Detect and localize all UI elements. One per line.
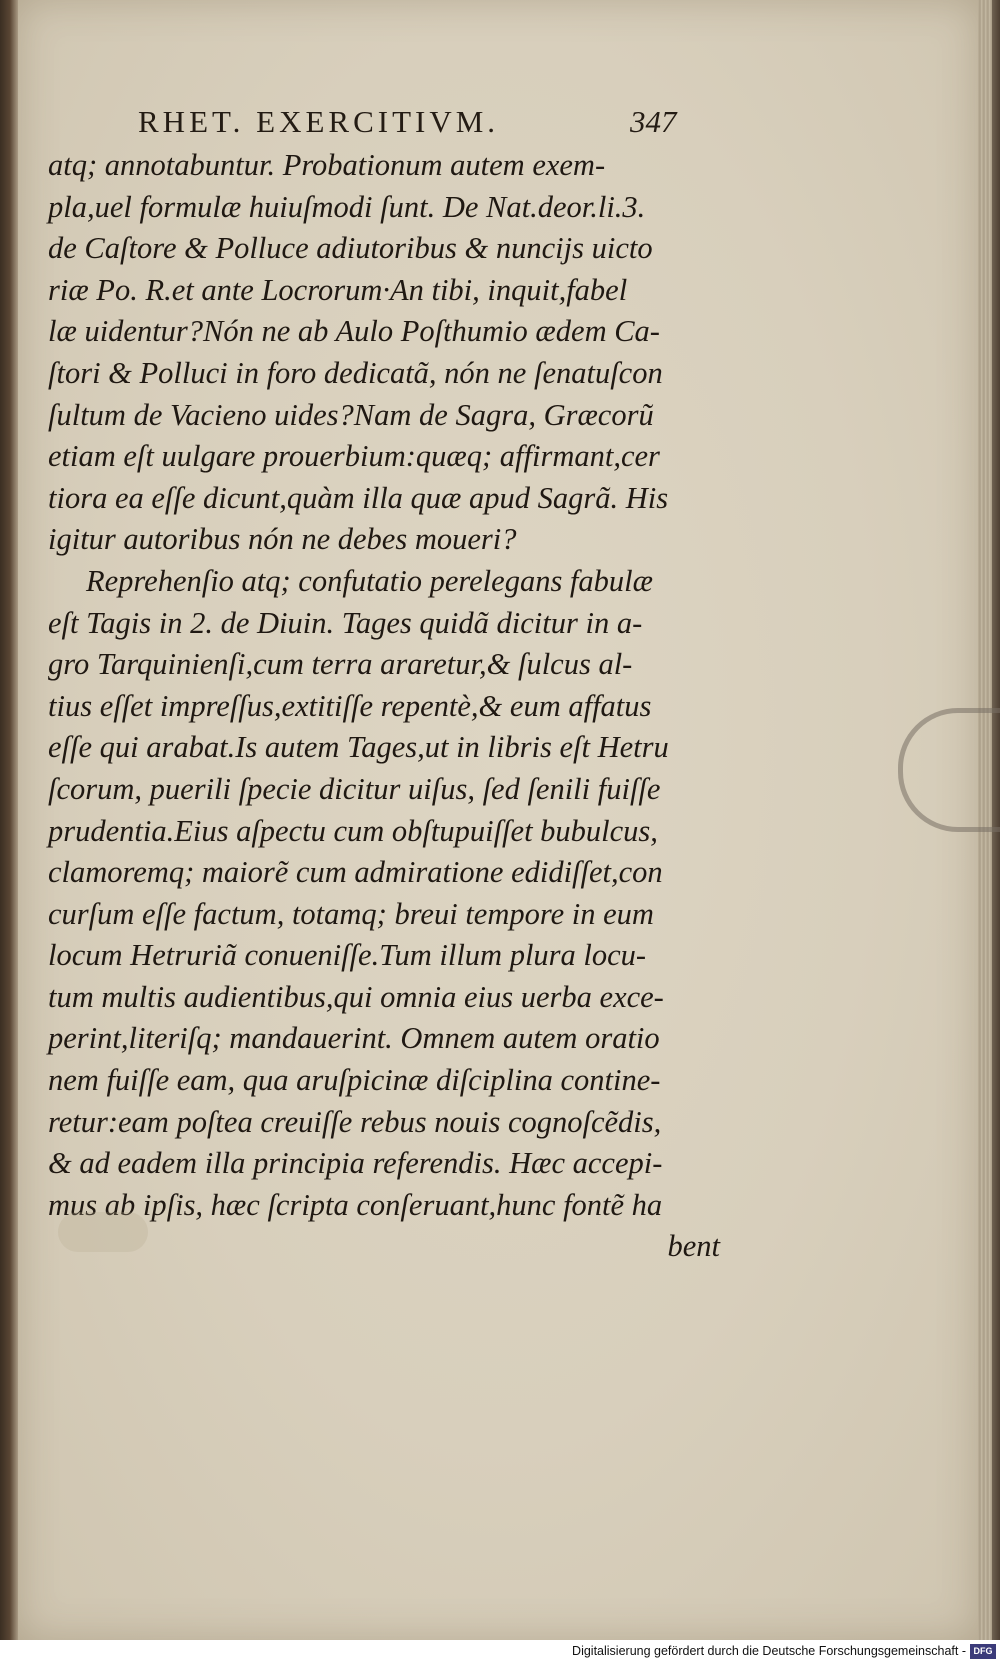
ink-blot bbox=[58, 1212, 148, 1252]
text-line: igitur autoribus nón ne debes moueri? bbox=[48, 522, 517, 557]
text-line: nem fuiſſe eam, qua aruſpicinæ diſciplina contine- bbox=[48, 1063, 661, 1098]
text-line: clamoremq; maiorẽ cum admiratione edidiſſet,con bbox=[48, 855, 663, 890]
text-line: retur:eam poſtea creuiſſe rebus nouis cognoſcẽdis, bbox=[48, 1104, 662, 1139]
text-line: atq; annotabuntur. Probationum autem exem- bbox=[48, 148, 606, 182]
text-line: ſcorum, puerili ſpecie dicitur uiſus, ſed ſenili fuiſſe bbox=[48, 771, 661, 806]
text-line: eſſe qui arabat.Is autem Tages,ut in libris eſt Hetru bbox=[48, 730, 669, 765]
text-line: tius eſſet impreſſus,extitiſſe repentè,& eum affatus bbox=[48, 688, 652, 723]
text-line: curſum eſſe factum, totamq; breui tempore in eum bbox=[48, 896, 654, 931]
page-number: 347 bbox=[630, 104, 677, 139]
catchword: bent bbox=[667, 1229, 720, 1264]
text-line: eſt Tagis in 2. de Diuin. Tages quidã dicitur in a- bbox=[48, 605, 643, 640]
text-line: tum multis audientibus,qui omnia eius uerba exce- bbox=[48, 979, 664, 1014]
text-line: tiora ea eſſe dicunt,quàm illa quæ apud Sagrã. His bbox=[48, 480, 669, 515]
funding-note: Digitalisierung gefördert durch die Deutsche Forschungsgemeinschaft - bbox=[572, 1644, 966, 1658]
dfg-logo: DFG bbox=[970, 1644, 996, 1659]
text-line: locum Hetruriã conueniſſe.Tum illum plura locu- bbox=[48, 938, 647, 973]
running-head bbox=[138, 104, 738, 144]
text-line: ſtori & Polluci in foro dedicatã, nón ne ſenatuſcon bbox=[48, 355, 663, 390]
book-page bbox=[18, 0, 978, 1640]
text-line: riæ Po. R.et ante Locrorum·An tibi, inquit,fabel bbox=[48, 272, 628, 307]
footer-bar bbox=[0, 1640, 1000, 1664]
text-line: pla,uel formulæ huiuſmodi ſunt. De Nat.deor.li.3. bbox=[48, 189, 646, 224]
text-line: prudentia.Eius aſpectu cum obſtupuiſſet bubulcus, bbox=[48, 813, 658, 848]
text-line: de Caſtore & Polluce adiutoribus & nuncijs uicto bbox=[48, 231, 653, 266]
text-block bbox=[48, 145, 728, 1268]
text-line: gro Tarquinienſi,cum terra araretur,& ſulcus al- bbox=[48, 647, 633, 682]
text-line: & ad eadem illa principia referendis. Hæc accepi- bbox=[48, 1146, 663, 1181]
text-line: Reprehenſio atq; confutatio perelegans fabulæ bbox=[86, 563, 653, 598]
text-line: etiam eſt uulgare prouerbium:quæq; affirmant,cer bbox=[48, 439, 660, 474]
text-line: læ uidentur?Nón ne ab Aulo Poſthumio ædem Ca- bbox=[48, 314, 660, 349]
running-title: RHET. EXERCITIVM. bbox=[138, 104, 500, 139]
text-line: perint,literiſq; mandauerint. Omnem autem oratio bbox=[48, 1021, 660, 1056]
text-line: ſultum de Vacieno uides?Nam de Sagra, Græcorũ bbox=[48, 397, 654, 432]
text-line: mus ab ipſis, hæc ſcripta conſeruant,hunc fontẽ ha bbox=[48, 1187, 663, 1222]
